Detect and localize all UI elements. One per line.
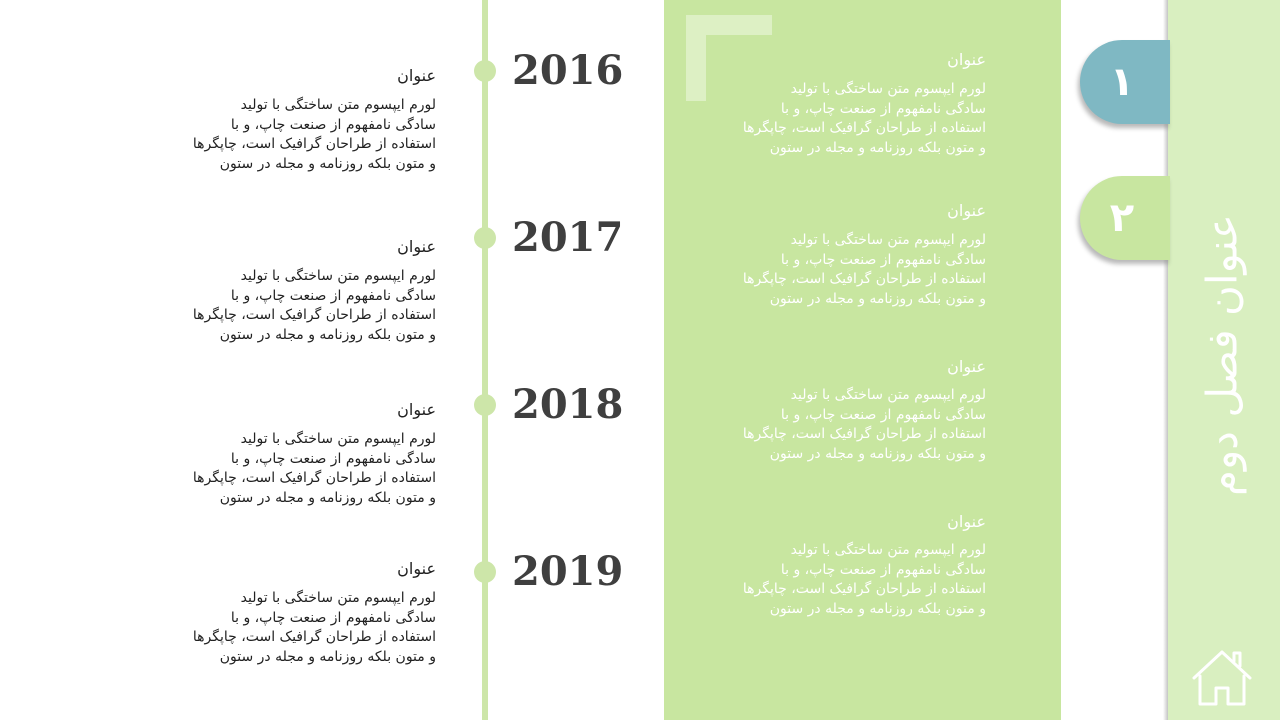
timeline-dot xyxy=(474,60,496,82)
section-tab-label: ۱ xyxy=(1109,59,1135,105)
panel-item-body: لورم ایپسوم متن ساختگی با تولید سادگی نامفهوم از صنعت چاپ، و با استفاده از طراحان گرافیک است، چاپگرها و متون بلکه روزنامه و مجله در ستون xyxy=(742,542,986,617)
timeline-item-title: عنوان xyxy=(397,400,436,419)
timeline-item-body: لورم ایپسوم متن ساختگی با تولید سادگی نامفهوم از صنعت چاپ، و با استفاده از طراحان گرافیک است، چاپگرها و متون بلکه روزنامه و مجله در ستون xyxy=(192,268,436,343)
section-tab-2[interactable] xyxy=(1080,176,1170,260)
panel-item-body: لورم ایپسوم متن ساختگی با تولید سادگی نامفهوم از صنعت چاپ، و با استفاده از طراحان گرافیک است، چاپگرها و متون بلکه روزنامه و مجله در ستون xyxy=(742,232,986,307)
timeline-item-title: عنوان xyxy=(397,559,436,578)
timeline-item-title: عنوان xyxy=(397,66,436,85)
section-tab-1[interactable] xyxy=(1080,40,1170,124)
timeline-item-body: لورم ایپسوم متن ساختگی با تولید سادگی نامفهوم از صنعت چاپ، و با استفاده از طراحان گرافیک است، چاپگرها و متون بلکه روزنامه و مجله در ستون xyxy=(192,590,436,665)
timeline-dot xyxy=(474,227,496,249)
timeline-item-title: عنوان xyxy=(397,237,436,256)
timeline-item-body: لورم ایپسوم متن ساختگی با تولید سادگی نامفهوم از صنعت چاپ، و با استفاده از طراحان گرافیک است، چاپگرها و متون بلکه روزنامه و مجله در ستون xyxy=(192,431,436,506)
panel-item-title: عنوان xyxy=(947,357,986,376)
timeline-line xyxy=(482,0,488,720)
home-icon[interactable] xyxy=(1190,648,1254,708)
panel-item-body: لورم ایپسوم متن ساختگی با تولید سادگی نامفهوم از صنعت چاپ، و با استفاده از طراحان گرافیک است، چاپگرها و متون بلکه روزنامه و مجله در ستون xyxy=(742,387,986,462)
year-label: 2018 xyxy=(512,381,624,428)
section-title: عنوان فصل دوم xyxy=(1197,214,1247,496)
panel-item-title: عنوان xyxy=(947,201,986,220)
year-label: 2019 xyxy=(512,548,624,595)
timeline-dot xyxy=(474,394,496,416)
panel-item-body: لورم ایپسوم متن ساختگی با تولید سادگی نامفهوم از صنعت چاپ، و با استفاده از طراحان گرافیک است، چاپگرها و متون بلکه روزنامه و مجله در ستون xyxy=(742,81,986,156)
timeline-dot xyxy=(474,561,496,583)
year-label: 2017 xyxy=(512,214,624,261)
panel-item-title: عنوان xyxy=(947,512,986,531)
section-tab-label: ۲ xyxy=(1109,195,1135,241)
year-label: 2016 xyxy=(512,47,624,94)
panel-item-title: عنوان xyxy=(947,50,986,69)
timeline-item-body: لورم ایپسوم متن ساختگی با تولید سادگی نامفهوم از صنعت چاپ، و با استفاده از طراحان گرافیک است، چاپگرها و متون بلکه روزنامه و مجله در ستون xyxy=(192,97,436,172)
